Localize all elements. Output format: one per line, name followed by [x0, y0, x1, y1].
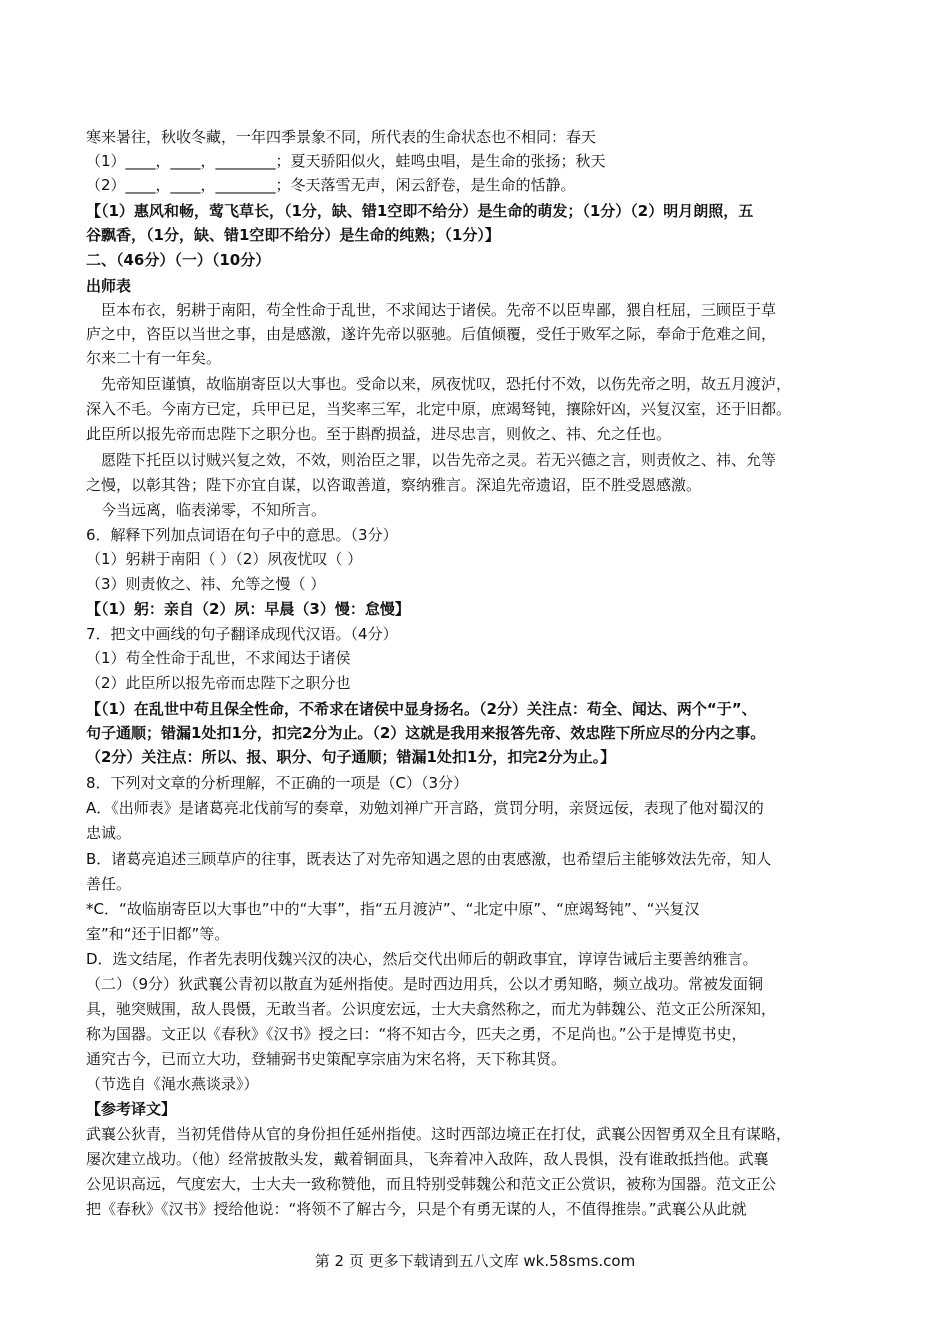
text-line: 臣本布衣，躬耕于南阳，苟全性命于乱世，不求闻达于诸侯。先帝不以臣卑鄙，猥自枉屈，三顾臣于草: [86, 301, 777, 319]
text-line: 尔来二十有一年矣。: [86, 349, 222, 367]
answer-line: （2分）关注点：所以、报、职分、句子通顺；错漏1处扣1分，扣完2分为止。】: [86, 748, 616, 766]
essay-title: 出师表: [86, 277, 132, 295]
text-line: D．选文结尾，作者先表明伐魏兴汉的决心，然后交代出师后的朝政事宜，谆谆告诫后主要善纳雅言。: [86, 950, 758, 968]
text-line: 忠诚。: [86, 824, 132, 842]
answer-line: 谷飘香，（1分，缺、错1空即不给分）是生命的纯熟；（1分）】: [86, 226, 500, 244]
text-line: 先帝知臣谨慎，故临崩寄臣以大事也。受命以来，夙夜忧叹，恐托付不效，以伤先帝之明，故五月渡泸，: [86, 375, 792, 393]
text-line: *C．“故临崩寄臣以大事也”中的“大事”，指“五月渡泸”、“北定中原”、“庶竭驽钝”、“兴复汉: [86, 900, 700, 918]
question-line: 8．下列对文章的分析理解，不正确的一项是（C）（3分）: [86, 774, 469, 792]
text-line: 今当远离，临表涕零，不知所言。: [86, 501, 327, 519]
text-line: （1）____，____，________；夏天骄阳似火，蛙鸣虫唱，是生命的张扬；秋天: [86, 152, 606, 170]
text-line: （二）（9分）狄武襄公青初以散直为延州指使。是时西边用兵，公以才勇知略，频立战功。常被发面铜: [86, 975, 764, 993]
text-line: 善任。: [86, 875, 132, 893]
source-note: （节选自《渑水燕谈录》）: [86, 1075, 259, 1093]
text-line: 具，驰突贼围，敌人畏慑，无敢当者。公识度宏远，士大夫翕然称之，而尤为韩魏公、范文正公所深知，: [86, 1000, 777, 1018]
answer-line: 【（1）在乱世中苟且保全性命，不希求在诸侯中显身扬名。（2分）关注点：苟全、闻达、两个“于”、: [86, 700, 757, 718]
translation-heading: 【参考译文】: [86, 1100, 177, 1118]
text-line: B．诸葛亮追述三顾草庐的往事，既表达了对先帝知遇之恩的由衷感激，也希望后主能够效法先帝，知人: [86, 850, 772, 868]
question-line: 7．把文中画线的句子翻译成现代汉语。（4分）: [86, 625, 398, 643]
text-line: A．《出师表》是诸葛亮北伐前写的奏章，劝勉刘禅广开言路，赏罚分明，亲贤远佞，表现了他对蜀汉的: [86, 799, 764, 817]
page-footer: 第 2 页 更多下载请到五八文库 wk.58sms.com: [314, 1252, 636, 1270]
text-line: 通究古今，已而立大功，登辅弼书史策配享宗庙为宋名将，天下称其贤。: [86, 1050, 567, 1068]
text-line: 称为国器。文正以《春秋》《汉书》授之曰：“将不知古今，匹夫之勇，不足尚也。”公于是博览书史，: [86, 1025, 747, 1043]
text-line: 公见识高远，气度宏大，士大夫一致称赞他，而且特别受韩魏公和范文正公赏识，被称为国器。范文正公: [86, 1175, 777, 1193]
question-line: 6．解释下列加点词语在句子中的意思。（3分）: [86, 526, 398, 544]
text-line: 愿陛下托臣以讨贼兴复之效，不效，则治臣之罪，以告先帝之灵。若无兴德之言，则责攸之、祎、允等: [86, 451, 777, 469]
text-line: 此臣所以报先帝而忠陛下之职分也。至于斟酌损益，进尽忠言，则攸之、祎、允之任也。: [86, 425, 672, 443]
answer-line: 句子通顺；错漏1处扣1分，扣完2分为止。（2）这就是我用来报答先帝、效忠陛下所应尽的分内之事。: [86, 724, 766, 742]
text-line: （2）____，____，________；冬天落雪无声，闲云舒卷，是生命的恬静。: [86, 176, 576, 194]
text-line: 庐之中，咨臣以当世之事，由是感激，遂许先帝以驱驰。后值倾覆，受任于败军之际，奉命于危难之间，: [86, 325, 777, 343]
answer-line: 【（1）惠风和畅，莺飞草长，（1分，缺、错1空即不给分）是生命的萌发；（1分）（2）明月朗照，五: [86, 202, 754, 220]
section-heading: 二、（46分）（一）（10分）: [86, 251, 271, 269]
text-line: （2）此臣所以报先帝而忠陛下之职分也: [86, 674, 351, 692]
text-line: 之慢，以彰其咎；陛下亦宜自谋，以咨诹善道，察纳雅言。深追先帝遗诏，臣不胜受恩感激。: [86, 476, 702, 494]
text-line: （1）苟全性命于乱世，不求闻达于诸侯: [86, 649, 351, 667]
text-line: 武襄公狄青，当初凭借侍从官的身份担任延州指使。这时西部边境正在打仗，武襄公因智勇双全且有谋略，: [86, 1125, 792, 1143]
text-line: 寒来暑往，秋收冬藏，一年四季景象不同，所代表的生命状态也不相同：春天: [86, 128, 597, 146]
answer-line: 【（1）躬：亲自（2）夙：早晨（3）慢：怠慢】: [86, 600, 410, 618]
text-line: 深入不毛。今南方已定，兵甲已足，当奖率三军，北定中原，庶竭驽钝，攘除奸凶，兴复汉室，还于旧都。: [86, 400, 792, 418]
text-line: 把《春秋》《汉书》授给他说：“将领不了解古今，只是个有勇无谋的人，不值得推崇。”武襄公从此就: [86, 1200, 747, 1218]
text-line: 室”和“还于旧都”等。: [86, 925, 230, 943]
text-line: 屡次建立战功。（他）经常披散头发，戴着铜面具，飞奔着冲入敌阵，敌人畏惧，没有谁敢抵挡他。武襄: [86, 1150, 769, 1168]
text-line: （3）则责攸之、祎、允等之慢（ ）: [86, 575, 326, 593]
text-line: （1）躬耕于南阳（ ）（2）夙夜忧叹（ ）: [86, 550, 363, 568]
